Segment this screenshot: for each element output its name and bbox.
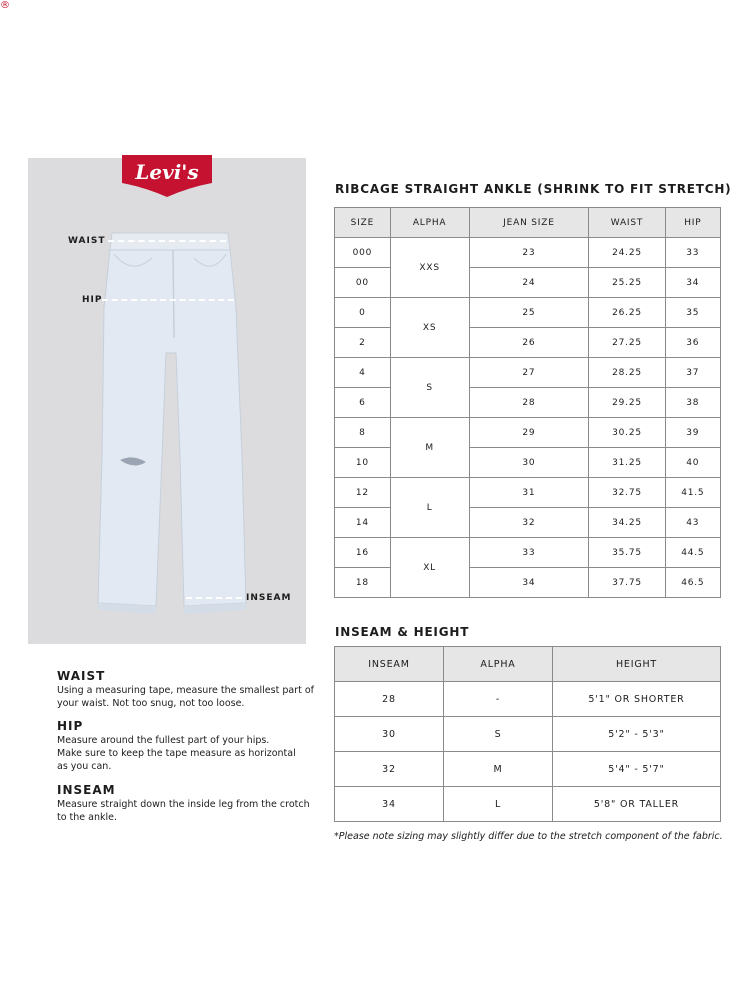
waist-guide-title: WAIST bbox=[57, 669, 106, 683]
size-cell: 6 bbox=[335, 388, 391, 418]
waist-cell: 35.75 bbox=[589, 538, 665, 568]
table-row bbox=[335, 752, 721, 787]
column-header-hip: HIP bbox=[665, 208, 720, 238]
jean-size-cell: 25 bbox=[469, 298, 589, 328]
jean-size-cell: 29 bbox=[469, 418, 589, 448]
hip-cell: 43 bbox=[665, 508, 720, 538]
waist-cell: 27.25 bbox=[589, 328, 665, 358]
alpha-cell: M bbox=[390, 418, 469, 478]
hip-cell: 46.5 bbox=[665, 568, 720, 598]
size-cell: 0 bbox=[335, 298, 391, 328]
height-cell: 5'4" - 5'7" bbox=[553, 752, 721, 787]
table-row bbox=[335, 717, 721, 752]
column-header-alpha: ALPHA bbox=[390, 208, 469, 238]
hip-cell: 38 bbox=[665, 388, 720, 418]
alpha-cell: S bbox=[390, 358, 469, 418]
alpha-cell: XS bbox=[390, 298, 469, 358]
inseam-marker-line bbox=[186, 597, 242, 599]
waist-cell: 34.25 bbox=[589, 508, 665, 538]
jean-size-cell: 34 bbox=[469, 568, 589, 598]
hip-cell: 35 bbox=[665, 298, 720, 328]
waist-marker-label: WAIST bbox=[68, 236, 106, 246]
hip-cell: 37 bbox=[665, 358, 720, 388]
size-cell: 14 bbox=[335, 508, 391, 538]
jean-size-cell: 32 bbox=[469, 508, 589, 538]
jean-size-cell: 27 bbox=[469, 358, 589, 388]
jean-size-cell: 24 bbox=[469, 268, 589, 298]
waist-cell: 31.25 bbox=[589, 448, 665, 478]
hip-cell: 40 bbox=[665, 448, 720, 478]
registered-mark: ® bbox=[0, 0, 11, 11]
hip-cell: 34 bbox=[665, 268, 720, 298]
inseam-cell: 28 bbox=[335, 682, 444, 717]
waist-cell: 25.25 bbox=[589, 268, 665, 298]
hip-cell: 36 bbox=[665, 328, 720, 358]
size-cell: 4 bbox=[335, 358, 391, 388]
jean-size-cell: 28 bbox=[469, 388, 589, 418]
alpha-cell: L bbox=[444, 787, 553, 822]
table-row bbox=[335, 238, 721, 268]
size-cell: 18 bbox=[335, 568, 391, 598]
column-header-height: HEIGHT bbox=[553, 647, 721, 682]
size-cell: 2 bbox=[335, 328, 391, 358]
sizing-footnote: *Please note sizing may slightly differ due to the stretch component of the fabric. bbox=[334, 831, 723, 842]
table-header-row bbox=[335, 647, 721, 682]
size-cell: 12 bbox=[335, 478, 391, 508]
waist-cell: 29.25 bbox=[589, 388, 665, 418]
table-header-row bbox=[335, 208, 721, 238]
table-row bbox=[335, 538, 721, 568]
hip-guide-text-2: Make sure to keep the tape measure as horizontal as you can. bbox=[57, 748, 296, 772]
alpha-cell: - bbox=[444, 682, 553, 717]
table-row bbox=[335, 358, 721, 388]
alpha-cell: L bbox=[390, 478, 469, 538]
waist-cell: 28.25 bbox=[589, 358, 665, 388]
height-cell: 5'8" OR TALLER bbox=[553, 787, 721, 822]
hip-marker-label: HIP bbox=[82, 295, 103, 305]
waist-cell: 37.75 bbox=[589, 568, 665, 598]
inseam-marker-label: INSEAM bbox=[246, 593, 292, 603]
hip-cell: 33 bbox=[665, 238, 720, 268]
size-cell: 16 bbox=[335, 538, 391, 568]
inseam-guide-title: INSEAM bbox=[57, 783, 116, 797]
jean-size-cell: 23 bbox=[469, 238, 589, 268]
column-header-alpha: ALPHA bbox=[444, 647, 553, 682]
size-cell: 000 bbox=[335, 238, 391, 268]
inseam-chart-title: INSEAM & HEIGHT bbox=[335, 625, 470, 639]
hip-cell: 39 bbox=[665, 418, 720, 448]
table-row bbox=[335, 682, 721, 717]
alpha-cell: XXS bbox=[390, 238, 469, 298]
waist-guide-text: Using a measuring tape, measure the smallest part of your waist. Not too snug, not too loose. bbox=[57, 685, 314, 709]
size-cell: 00 bbox=[335, 268, 391, 298]
inseam-chart-table bbox=[334, 646, 721, 822]
height-cell: 5'2" - 5'3" bbox=[553, 717, 721, 752]
hip-guide-title: HIP bbox=[57, 719, 84, 733]
hip-cell: 44.5 bbox=[665, 538, 720, 568]
waist-cell: 24.25 bbox=[589, 238, 665, 268]
waist-cell: 26.25 bbox=[589, 298, 665, 328]
jean-size-cell: 31 bbox=[469, 478, 589, 508]
jean-size-cell: 30 bbox=[469, 448, 589, 478]
svg-text:Levi's: Levi's bbox=[135, 160, 199, 184]
alpha-cell: XL bbox=[390, 538, 469, 598]
hip-guide-text-1: Measure around the fullest part of your hips. bbox=[57, 735, 270, 746]
inseam-guide-text: Measure straight down the inside leg from the crotch to the ankle. bbox=[57, 799, 310, 823]
column-header-waist: WAIST bbox=[589, 208, 665, 238]
waist-marker-line bbox=[108, 240, 226, 242]
size-cell: 8 bbox=[335, 418, 391, 448]
inseam-cell: 32 bbox=[335, 752, 444, 787]
waist-cell: 32.75 bbox=[589, 478, 665, 508]
height-cell: 5'1" OR SHORTER bbox=[553, 682, 721, 717]
size-chart-title: RIBCAGE STRAIGHT ANKLE (SHRINK TO FIT STRETCH) bbox=[335, 182, 732, 196]
jean-size-cell: 26 bbox=[469, 328, 589, 358]
size-cell: 10 bbox=[335, 448, 391, 478]
waist-cell: 30.25 bbox=[589, 418, 665, 448]
jean-size-cell: 33 bbox=[469, 538, 589, 568]
table-row bbox=[335, 787, 721, 822]
table-row bbox=[335, 478, 721, 508]
inseam-cell: 34 bbox=[335, 787, 444, 822]
alpha-cell: M bbox=[444, 752, 553, 787]
column-header-size: SIZE bbox=[335, 208, 391, 238]
size-chart-table bbox=[334, 207, 721, 598]
table-row bbox=[335, 298, 721, 328]
column-header-inseam: INSEAM bbox=[335, 647, 444, 682]
column-header-jean-size: JEAN SIZE bbox=[469, 208, 589, 238]
table-row bbox=[335, 418, 721, 448]
hip-cell: 41.5 bbox=[665, 478, 720, 508]
inseam-cell: 30 bbox=[335, 717, 444, 752]
alpha-cell: S bbox=[444, 717, 553, 752]
hip-marker-line bbox=[102, 299, 234, 301]
jeans-drawing bbox=[28, 158, 306, 644]
